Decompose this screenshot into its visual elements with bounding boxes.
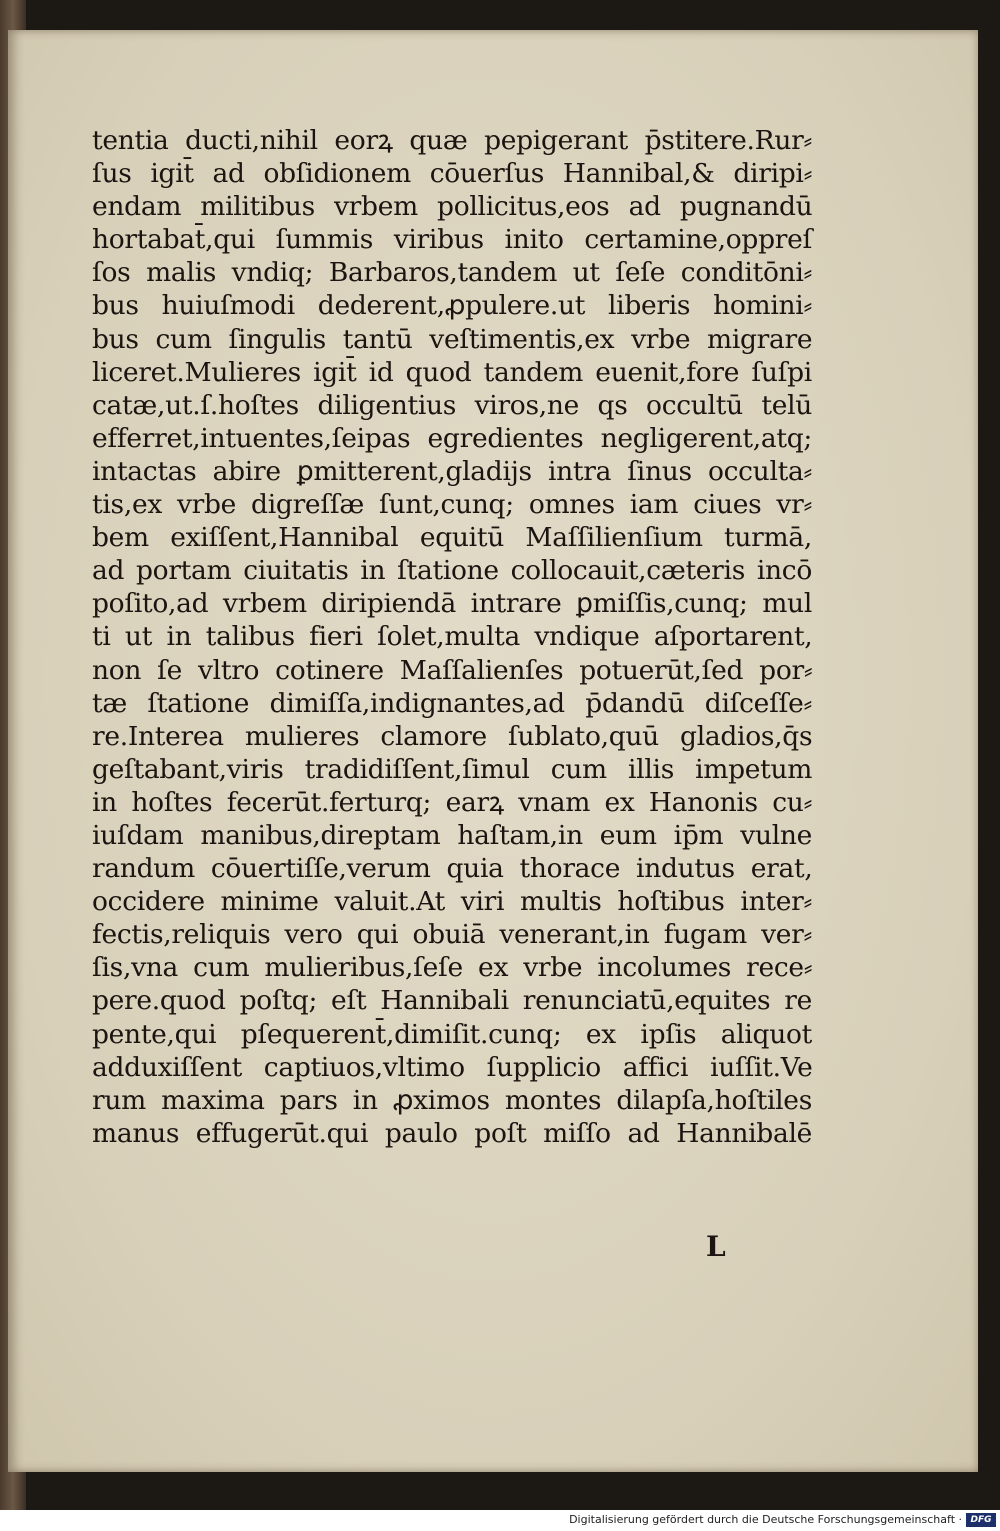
- text-line: rum maxima pars in ꝓximos montes dilapſa,hoſtiles: [92, 1084, 812, 1116]
- text-line: catæ,ut.ſ.hoſtes diligentius viros,ne qs occultū telū: [92, 389, 813, 421]
- text-line: poſito,ad vrbem diripiendā intrare ꝑmiſſis,cunq; mul: [92, 588, 812, 620]
- text-line: bus huiuſmodi dederent,ꝓpulere.ut liberis homini⸗: [92, 290, 812, 322]
- text-line: ad portam ciuitatis in ſtatione collocauit,cæteris incō: [92, 555, 812, 587]
- text-line: in hoſtes fecerūt.ferturq; earꝝ vnam ex Hanonis cu⸗: [92, 786, 813, 818]
- text-line: hortabat̄,qui ſummis viribus inito certamine,oppreſ: [92, 224, 812, 256]
- page-body-text: [92, 124, 812, 1150]
- text-line: manus effugerūt.qui paulo poſt miſſo ad Hannibalē: [92, 1117, 812, 1149]
- text-line: non ſe vltro cotinere Maſſalienſes potuerūt,ſed por⸗: [92, 654, 813, 686]
- signature-mark: L: [706, 1230, 726, 1263]
- text-line: tæ ſtatione dimiſſa,indignantes,ad p̄dandū diſceſſe⸗: [92, 687, 812, 719]
- text-line: endam militibus vrbem pollicitus,eos ad pugnandū: [92, 191, 813, 223]
- text-line: geſtabant,viris tradidiſſent,ſimul cum illis impetum: [92, 753, 813, 785]
- text-line: fectis,reliquis vero qui obuiā venerant,in fugam ver⸗: [92, 919, 813, 951]
- text-line: ſus igit̄ ad obſidionem cōuerſus Hannibal,& diripi⸗: [92, 158, 813, 190]
- text-line: ſis,vna cum mulieribus,ſeſe ex vrbe incolumes rece⸗: [92, 952, 813, 984]
- text-line: pente,qui pſequerent̄,dimiſit.cunq; ex ipſis aliquot: [92, 1018, 812, 1050]
- text-line: pere.quod poſtq; eſt Hannibali renunciatū,equites re: [92, 985, 812, 1017]
- text-line: bus cum ſingulis tantū veſtimentis,ex vrbe migrare: [92, 323, 813, 355]
- text-line: liceret.Mulieres igit̄ id quod tandem euenit,fore ſuſpi: [92, 356, 812, 388]
- text-line: ti ut in talibus fieri ſolet,multa vndique aſportarent,: [92, 621, 813, 653]
- text-line: intactas abire ꝑmitterent,gladijs intra ſinus occulta⸗: [92, 455, 812, 487]
- footer-bar: [0, 1510, 1000, 1531]
- dfg-logo: DFG: [966, 1513, 996, 1527]
- text-line: re.Interea mulieres clamore ſublato,quū gladios,q̄s: [92, 720, 813, 752]
- text-line: occidere minime valuit.At viri multis hoſtibus inter⸗: [92, 886, 812, 918]
- text-line: tentia ducti,nihil eorꝝ quæ pepigerant p̄stitere.Rur⸗: [92, 125, 812, 156]
- text-line: efferret,intuentes,ſeipas egredientes negligerent,atq;: [92, 422, 812, 454]
- footer-credit: Digitalisierung gefördert durch die Deutsche Forschungsgemeinschaft ·: [569, 1513, 962, 1526]
- text-line: iuſdam manibus,direptam haſtam,in eum ip̄m vulne: [92, 819, 813, 851]
- text-line: ſos malis vndiq; Barbaros,tandem ut ſeſe conditōni⸗: [92, 257, 813, 289]
- text-line: bem exiſſent,Hannibal equitū Maſſilienſium turmā,: [92, 522, 812, 554]
- text-line: tis,ex vrbe digreſſæ ſunt,cunq; omnes iam ciues vr⸗: [92, 489, 812, 521]
- text-line: adduxiſſent captiuos,vltimo ſupplicio affici iuſſit.Ve: [92, 1051, 813, 1083]
- text-line: randum cōuertiſſe,verum quia thorace indutus erat,: [92, 853, 813, 885]
